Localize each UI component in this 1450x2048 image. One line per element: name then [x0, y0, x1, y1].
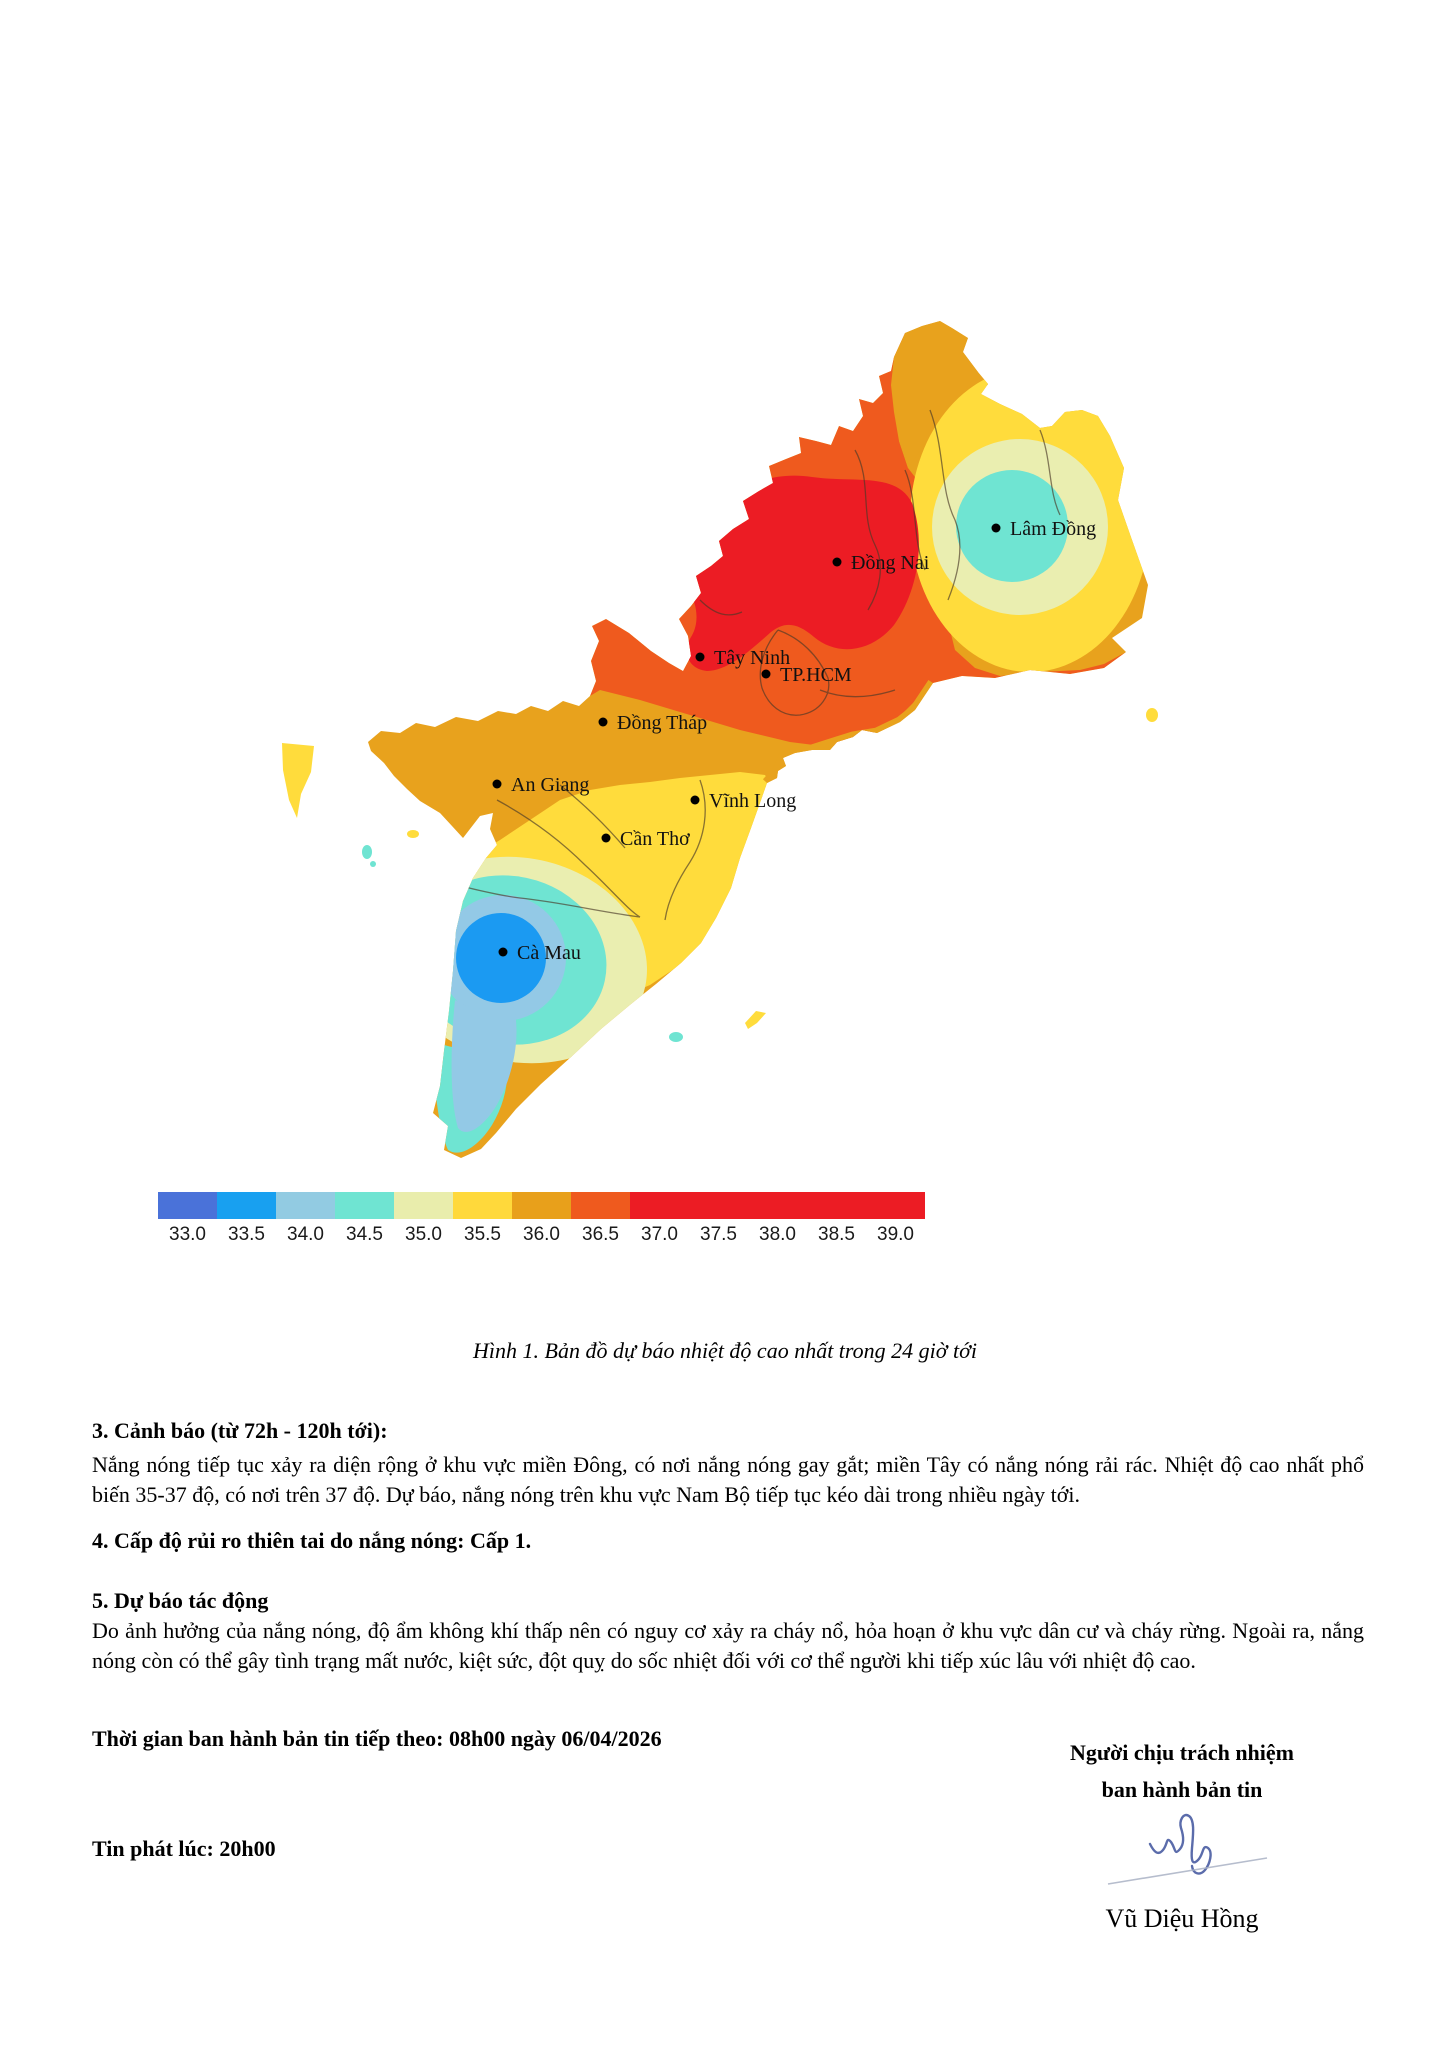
legend-segment	[630, 1192, 689, 1219]
city-dot	[696, 653, 705, 662]
legend-segment	[394, 1192, 453, 1219]
small-island	[669, 1032, 683, 1042]
signature	[1080, 1796, 1310, 1906]
city-dot	[499, 948, 508, 957]
city-label: Cần Thơ	[620, 828, 690, 850]
city-label: Vĩnh Long	[709, 790, 797, 812]
legend-segment	[276, 1192, 335, 1219]
legend-tick: 34.5	[346, 1224, 383, 1245]
city-dot	[493, 780, 502, 789]
section-impact-heading: 5. Dự báo tác động	[92, 1588, 269, 1613]
small-island	[370, 861, 376, 867]
legend-tick: 34.0	[287, 1224, 324, 1245]
city-dot	[599, 718, 608, 727]
legend-tick: 37.0	[641, 1224, 678, 1245]
city-dot	[762, 670, 771, 679]
city-label: Đồng Nai	[851, 552, 930, 574]
section-impact-body: Do ảnh hưởng của nắng nóng, độ ẩm không khí thấp nên có nguy cơ xảy ra cháy nổ, hỏa hoạn ở khu vực dân cư và cháy rừng. Ngoài ra, nắng nóng còn có thể gây tình trạng mất nước, kiệt sức, đột quỵ do sốc nhiệt đối với cơ thể người khi tiếp xúc lâu với nhiệt độ cao.	[92, 1618, 1364, 1673]
legend-tick: 33.0	[169, 1224, 206, 1245]
city-label: Đồng Tháp	[617, 712, 708, 734]
legend-segment	[158, 1192, 217, 1219]
city-dot	[602, 834, 611, 843]
figure-caption: Hình 1. Bản đồ dự báo nhiệt độ cao nhất trong 24 giờ tới	[473, 1338, 977, 1363]
legend-tick: 36.0	[523, 1224, 560, 1245]
legend-colorbar	[158, 1192, 925, 1219]
section-warning-heading: 3. Cảnh báo (từ 72h - 120h tới):	[92, 1418, 388, 1443]
legend-tick: 37.5	[700, 1224, 737, 1245]
legend-segment	[512, 1192, 571, 1219]
city-label: Cà Mau	[517, 942, 581, 964]
section-risk-heading: 4. Cấp độ rủi ro thiên tai do nắng nóng: Cấp 1.	[92, 1528, 532, 1553]
con-dao-island	[745, 1011, 766, 1029]
small-island	[407, 830, 419, 838]
signature-flourish	[1108, 1858, 1267, 1884]
legend-tick: 36.5	[582, 1224, 619, 1245]
legend-segment	[689, 1192, 748, 1219]
legend-ticks	[158, 1224, 925, 1246]
small-island	[362, 845, 372, 859]
issued-at-time: Tin phát lúc: 20h00	[92, 1836, 276, 1861]
legend-tick: 38.5	[818, 1224, 855, 1245]
legend-segment	[571, 1192, 630, 1219]
legend-tick: 33.5	[228, 1224, 265, 1245]
legend-segment	[453, 1192, 512, 1219]
legend-segment	[866, 1192, 925, 1219]
city-label: Tây Ninh	[714, 647, 791, 669]
legend-tick: 39.0	[877, 1224, 914, 1245]
city-dot	[992, 524, 1001, 533]
legend-segment	[807, 1192, 866, 1219]
section-warning-body: Nắng nóng tiếp tục xảy ra diện rộng ở khu vực miền Đông, có nơi nắng nóng gay gắt; miền Tây có nắng nóng rải rác. Nhiệt độ cao nhất phổ biến 35-37 độ, có nơi trên 37 độ. Dự báo, nắng nóng trên khu vực Nam Bộ tiếp tục kéo dài trong nhiều ngày tới.	[92, 1452, 1364, 1507]
signature-stroke	[1150, 1815, 1211, 1873]
city-dot	[833, 558, 842, 567]
small-island	[1146, 708, 1158, 722]
city-dot	[691, 796, 700, 805]
signer-name: Vũ Diệu Hồng	[1105, 1904, 1259, 1933]
legend-tick: 35.5	[464, 1224, 501, 1245]
legend-tick: 35.0	[405, 1224, 442, 1245]
city-label: Lâm Đồng	[1010, 518, 1097, 540]
legend-segment	[748, 1192, 807, 1219]
next-bulletin-time: Thời gian ban hành bản tin tiếp theo: 08h00 ngày 06/04/2026	[92, 1726, 662, 1751]
signer-title-line1: Người chịu trách nhiệm	[1070, 1740, 1294, 1765]
legend-segment	[217, 1192, 276, 1219]
phu-quoc-island	[282, 743, 314, 818]
city-label: TP.HCM	[780, 664, 852, 686]
legend-tick: 38.0	[759, 1224, 796, 1245]
city-label: An Giang	[511, 774, 590, 796]
legend-segment	[335, 1192, 394, 1219]
signer-title-line2: ban hành bản tin	[1101, 1777, 1263, 1802]
